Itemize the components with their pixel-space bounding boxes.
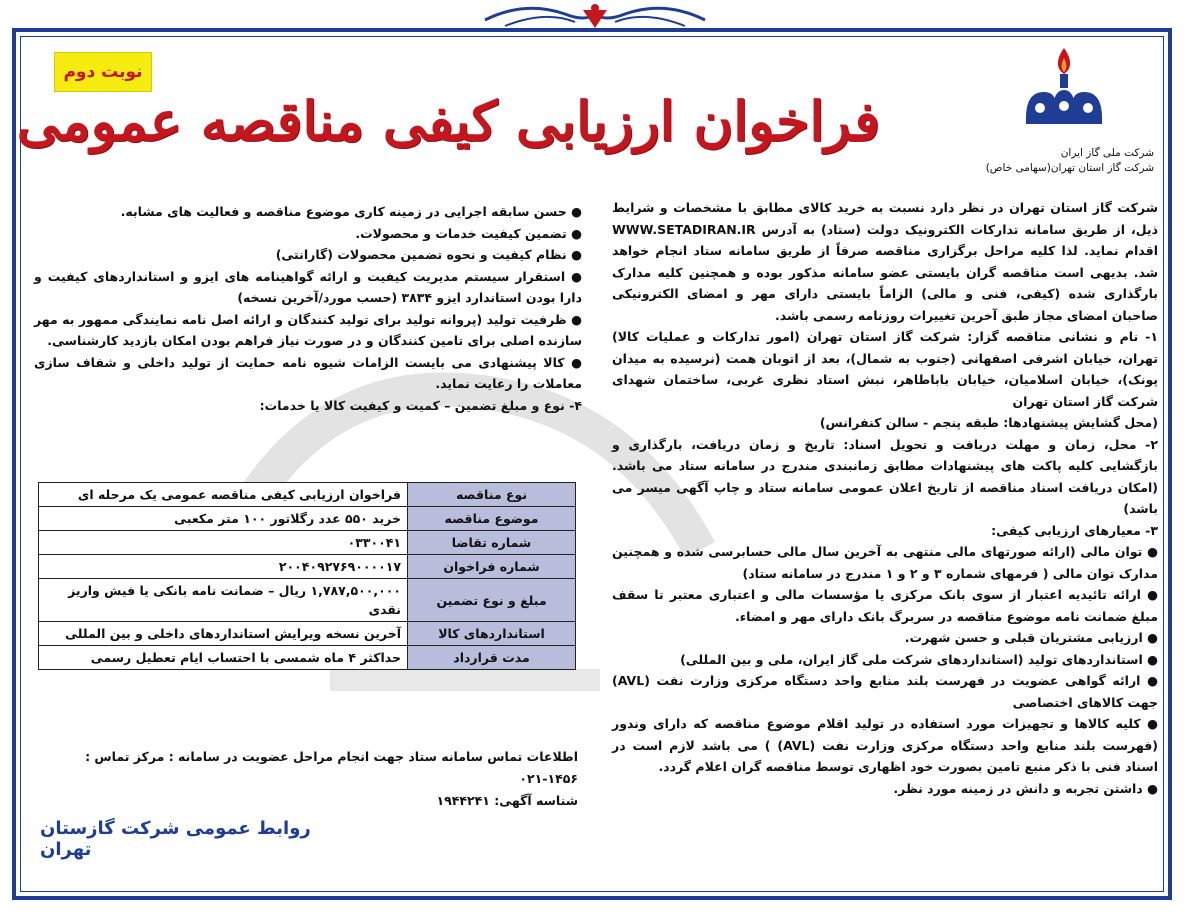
ad-id: شناسه آگهی: ۱۹۴۴۲۴۱ [436, 793, 578, 808]
row-value: ۰۳۳۰۰۴۱ [39, 531, 408, 555]
table-row [39, 555, 576, 579]
row-label: نوع مناقصه [408, 483, 576, 507]
intro-paragraph: شرکت گاز استان تهران در نظر دارد نسبت به خرید کالای مطابق با مشخصات و شرایط ذیل، از طریق سامانه تدارکات الکترونیک دولت (ستاد) به آدرس WWW.SETADIRAN.IR اقدام نماید. لذا کلیه مراحل برگزاری مناقصه صرفاً از طریق سامانه ستاد انجام خواهد شد. بدیهی است مناقصه گران بایستی عضو سامانه مذکور بوده و همچنین کلیه مدارک بارگذاری شده (کیفی، فنی و مالی) الزاماً بایستی دارای مهر و امضای الکترونیکی صاحبان امضای مجاز طبق آخرین تغییرات روزنامه رسمی باشد. [612, 200, 1158, 323]
criteria-item: ● نظام کیفیت و نحوه تضمین محصولات (گارانتی) [275, 247, 582, 262]
table-row [39, 622, 576, 646]
criteria-item: ● کالا پیشنهادی می بایست الزامات شیوه نامه حمایت از تولید داخلی و شفاف سازی معاملات را رعایت نماید. [34, 354, 582, 391]
row-label: شماره فراخوان [408, 555, 576, 579]
criteria-item: ● استقرار سیستم مدیریت کیفیت و ارائه گواهینامه های ایزو و استانداردهای کیفیت و دارا بودن استاندارد ایزو ۳۸۳۴ (حسب مورد/آخرین نسخه) [34, 268, 582, 305]
row-value: ۱,۷۸۷,۵۰۰,۰۰۰ ریال – ضمانت نامه بانکی یا فیش واریز نقدی [39, 579, 408, 622]
table-row [39, 646, 576, 670]
row-label: شماره تقاضا [408, 531, 576, 555]
row-label: موضوع مناقصه [408, 507, 576, 531]
table-row [39, 507, 576, 531]
criteria-item: ● تضمین کیفیت خدمات و محصولات. [355, 225, 582, 241]
company-name-national: شرکت ملی گاز ایران [1060, 147, 1154, 159]
tenderer-address: ۱- نام و نشانی مناقصه گزار: شرکت گاز استان تهران (امور تدارکات و عملیات کالا) تهران، خیابان اشرفی اصفهانی (جنوب به شمال)، بعد از اتوبان همت (نرسیده به میدان پونک)، خیابان اسلامیان، خیابان باباطاهر، نبش استاد نظری غربی، ساختمان شهدای شرکت گاز استان تهران [612, 329, 1158, 409]
criteria-item: ● توان مالی (ارائه صورتهای مالی منتهی به آخرین سال مالی حسابرسی شده و همچنین مدارک توان مالی ( فرمهای شماره ۳ و ۲ و ۱ مندرج در سامانه ستاد) [612, 544, 1158, 581]
criteria-item: ● ارائه گواهی عضویت در فهرست بلند منابع واحد دستگاه مرکزی وزارت نفت (AVL) جهت کالاهای اختصاصی [612, 673, 1158, 710]
table-row [39, 579, 576, 622]
criteria-item: ● کلیه کالاها و تجهیزات مورد استفاده در تولید اقلام موضوع مناقصه که دارای وندور (فهرست بلند منابع واحد دستگاه مرکزی وزارت نفت (AVL) ) می باشد لازم است در اسناد فنی با ذکر منبع تامین بصورت خود اظهاری توسط مناقصه گران اعلام گردد. [612, 716, 1158, 774]
criteria-item: ● ارزیابی مشتریان قبلی و حسن شهرت. [904, 630, 1158, 645]
second-notice-badge: نوبت دوم [54, 52, 152, 92]
contact-line: اطلاعات تماس سامانه ستاد جهت انجام مراحل عضویت در سامانه : مرکز تماس : ۱۴۵۶-۰۲۱ [85, 749, 578, 786]
criteria-item: ● حسن سابقه اجرایی در زمینه کاری موضوع مناقصه و فعالیت های مشابه. [120, 204, 582, 219]
row-value: آخرین نسخه ویرایش استانداردهای داخلی و بین المللی [39, 622, 408, 646]
opening-location: (محل گشایش پیشنهادها: طبقه پنجم - سالن کنفرانس) [819, 415, 1158, 430]
row-value: فراخوان ارزیابی کیفی مناقصه عمومی یک مرحله ای [39, 483, 408, 507]
row-value: ۲۰۰۴۰۹۲۷۶۹۰۰۰۰۱۷ [39, 555, 408, 579]
national-iranian-gas-company-logo [1022, 44, 1106, 136]
tender-info-table [38, 482, 576, 670]
documents-timing: ۲- محل، زمان و مهلت دریافت و تحویل اسناد: تاریخ و زمان دریافت، بارگذاری و بازگشایی کلیه پاکت های پیشنهادات مطابق زمانبندی مندرج در سامانه ستاد می باشد. (امکان دریافت اسناد مناقصه از تاریخ اعلان عمومی سامانه ستاد و چاپ آگهی میسر می باشد) [612, 436, 1158, 516]
guarantee-heading: ۴- نوع و مبلغ تضمین – کمیت و کیفیت کالا یا خدمات: [259, 397, 582, 413]
row-label: مدت قرارداد [408, 646, 576, 670]
criteria-item: ● استانداردهای تولید (استانداردهای شرکت ملی گاز ایران، ملی و بین المللی) [680, 651, 1158, 667]
page-title: فراخوان ارزیابی کیفی مناقصه عمومی [16, 89, 880, 153]
table-row [39, 531, 576, 555]
criteria-item: ● ارائه تائیدیه اعتبار از سوی بانک مرکزی یا مؤسسات مالی و اعتباری معتبر تا سقف مبلغ ضمانت نامه موضوع مناقصه در سربرگ بانک دارای مهر و امضاء. [612, 587, 1158, 624]
row-value: حداکثر ۴ ماه شمسی با احتساب ایام تعطیل رسمی [39, 646, 408, 670]
public-relations-signature: روابط عمومی شرکت گازستان تهران [40, 818, 311, 860]
right-column-text [612, 197, 1158, 799]
criteria-heading: ۳- معیارهای ارزیابی کیفی: [991, 522, 1158, 538]
left-column-text [34, 201, 582, 416]
company-name-block [952, 146, 1154, 176]
criteria-item: ● ظرفیت تولید (پروانه تولید برای تولید کنندگان و ارائه اصل نامه نمایندگی ممهور به مهر سازنده اصلی برای تامین کنندگان و در صورت نیاز فراهم بودن امکان بازدید کارشناسی. [34, 311, 582, 348]
criteria-item: ● داشتن تجربه و دانش در زمینه مورد نظر. [893, 780, 1158, 796]
contact-info [40, 746, 578, 812]
row-label: مبلغ و نوع تضمین [408, 579, 576, 622]
table-row [39, 483, 576, 507]
row-value: خرید ۵۵۰ عدد رگلاتور ۱۰۰ متر مکعبی [39, 507, 408, 531]
company-name-tehran: شرکت گاز استان تهران(سهامی خاص) [985, 162, 1154, 174]
row-label: استانداردهای کالا [408, 622, 576, 646]
